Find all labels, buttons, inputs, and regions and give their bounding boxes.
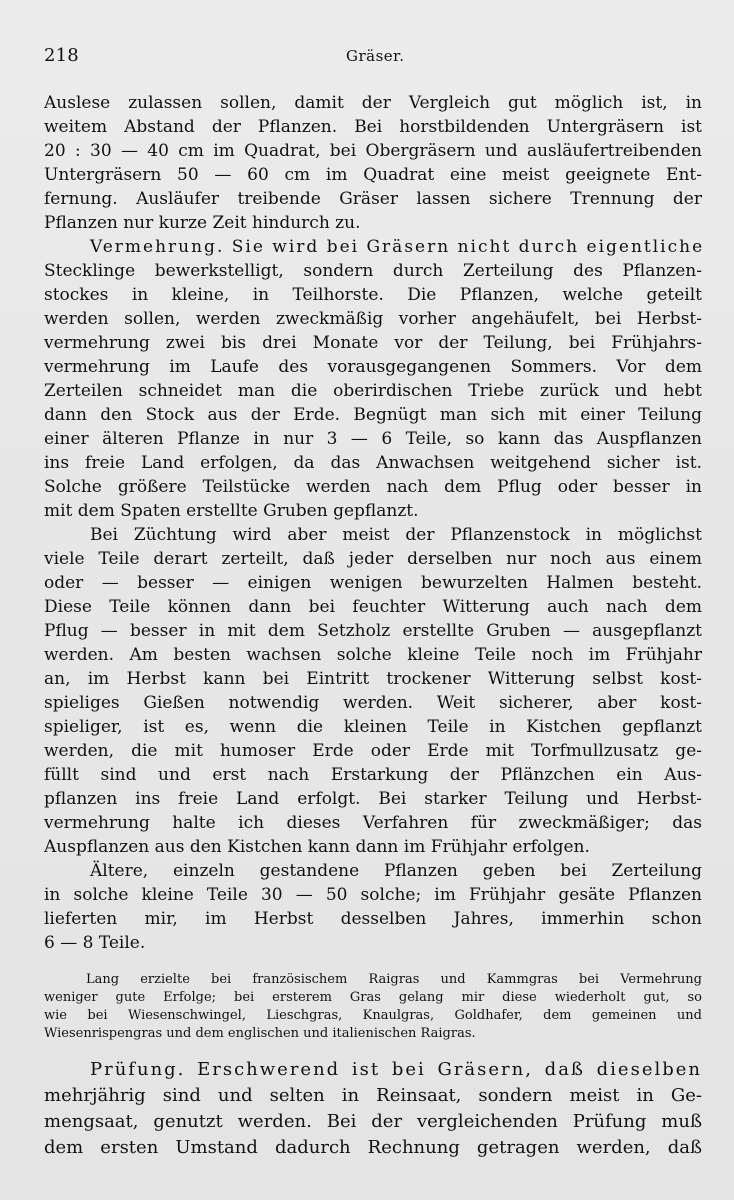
page-header xyxy=(44,45,690,71)
text-line: Auslese zulassen sollen, damit der Vergleich gut möglich ist, in xyxy=(44,93,702,113)
text-line: spieliges Gießen notwendig werden. Weit sicherer, aber kost- xyxy=(44,693,702,713)
footnote-line: Wiesenrispengras und dem englischen und italienischen Raigras. xyxy=(44,1026,476,1041)
text-line: pflanzen ins freie Land erfolgt. Bei starker Teilung und Herbst- xyxy=(44,789,702,809)
text-line: spieliger, ist es, wenn die kleinen Teile in Kistchen gepflanzt xyxy=(44,717,702,737)
text-line: werden. Am besten wachsen solche kleine Teile noch im Frühjahr xyxy=(44,645,702,665)
text-line: ins freie Land erfolgen, da das Anwachsen weitgehend sicher ist. xyxy=(44,453,702,473)
text-line: viele Teile derart zerteilt, daß jeder derselben nur noch aus einem xyxy=(44,549,702,569)
text-line: Prüfung. Erschwerend ist bei Gräsern, daß dieselben xyxy=(90,1059,702,1080)
footnote-line: wie bei Wiesenschwingel, Lieschgras, Knaulgras, Goldhafer, dem gemeinen und xyxy=(44,1008,702,1023)
footnote-block xyxy=(44,971,702,1043)
text-line: vermehrung zwei bis drei Monate vor der Teilung, bei Frühjahrs- xyxy=(44,333,702,353)
text-line: 20 : 30 — 40 cm im Quadrat, bei Obergräsern und ausläufertreibenden xyxy=(44,141,702,161)
page-content xyxy=(44,91,705,1161)
text-line: füllt sind und erst nach Erstarkung der Pflänzchen ein Aus- xyxy=(44,765,702,785)
closing-text-block xyxy=(44,1057,702,1161)
text-line: Stecklinge bewerkstelligt, sondern durch Zerteilung des Pflanzen- xyxy=(44,261,702,281)
text-line: fernung. Ausläufer treibende Gräser lassen sichere Trennung der xyxy=(44,189,702,209)
text-line: Pflanzen nur kurze Zeit hindurch zu. xyxy=(44,213,361,233)
text-line: weitem Abstand der Pflanzen. Bei horstbildenden Untergräsern ist xyxy=(44,117,702,137)
main-text-block xyxy=(44,91,705,955)
text-line: mit dem Spaten erstellte Gruben gepflanzt. xyxy=(44,501,419,521)
text-line: werden, die mit humoser Erde oder Erde mit Torfmullzusatz ge- xyxy=(44,741,702,761)
text-line: Solche größere Teilstücke werden nach dem Pflug oder besser in xyxy=(44,477,702,497)
text-line: mengsaat, genutzt werden. Bei der vergleichenden Prüfung muß xyxy=(44,1111,702,1132)
text-line: Bei Züchtung wird aber meist der Pflanzenstock in möglichst xyxy=(90,525,702,545)
text-line: Pflug — besser in mit dem Setzholz erstellte Gruben — ausgepflanzt xyxy=(44,621,702,641)
page-number: 218 xyxy=(44,45,79,66)
text-line: dem ersten Umstand dadurch Rechnung getragen werden, daß xyxy=(44,1137,702,1158)
text-line: vermehrung im Laufe des vorausgegangenen Sommers. Vor dem xyxy=(44,357,702,377)
text-line: Diese Teile können dann bei feuchter Witterung auch nach dem xyxy=(44,597,702,617)
text-line: einer älteren Pflanze in nur 3 — 6 Teile, so kann das Auspflanzen xyxy=(44,429,702,449)
text-line: stockes in kleine, in Teilhorste. Die Pflanzen, welche geteilt xyxy=(44,285,702,305)
running-title: Gräser. xyxy=(346,47,405,65)
text-line: an, im Herbst kann bei Eintritt trockener Witterung selbst kost- xyxy=(44,669,702,689)
text-line: lieferten mir, im Herbst desselben Jahres, immerhin schon xyxy=(44,909,702,929)
text-line: Ältere, einzeln gestandene Pflanzen geben bei Zerteilung xyxy=(90,861,702,881)
text-line: in solche kleine Teile 30 — 50 solche; im Frühjahr gesäte Pflanzen xyxy=(44,885,702,905)
text-line: vermehrung halte ich dieses Verfahren für zweckmäßiger; das xyxy=(44,813,702,833)
text-line: mehrjährig sind und selten in Reinsaat, sondern meist in Ge- xyxy=(44,1085,702,1106)
text-line: Zerteilen schneidet man die oberirdischen Triebe zurück und hebt xyxy=(44,381,702,401)
footnote-line: Lang erzielte bei französischem Raigras und Kammgras bei Vermehrung xyxy=(86,972,702,987)
footnote-line: weniger gute Erfolge; bei ersterem Gras gelang mir diese wiederholt gut, so xyxy=(44,990,702,1005)
text-line: 6 — 8 Teile. xyxy=(44,933,146,953)
text-line: dann den Stock aus der Erde. Begnügt man sich mit einer Teilung xyxy=(44,405,702,425)
text-line: Vermehrung. Sie wird bei Gräsern nicht durch eigentliche xyxy=(90,237,705,257)
text-line: werden sollen, werden zweckmäßig vorher angehäufelt, bei Herbst- xyxy=(44,309,702,329)
text-line: oder — besser — einigen wenigen bewurzelten Halmen besteht. xyxy=(44,573,702,593)
text-line: Untergräsern 50 — 60 cm im Quadrat eine meist geeignete Ent- xyxy=(44,165,702,185)
text-line: Auspflanzen aus den Kistchen kann dann im Frühjahr erfolgen. xyxy=(44,837,590,857)
